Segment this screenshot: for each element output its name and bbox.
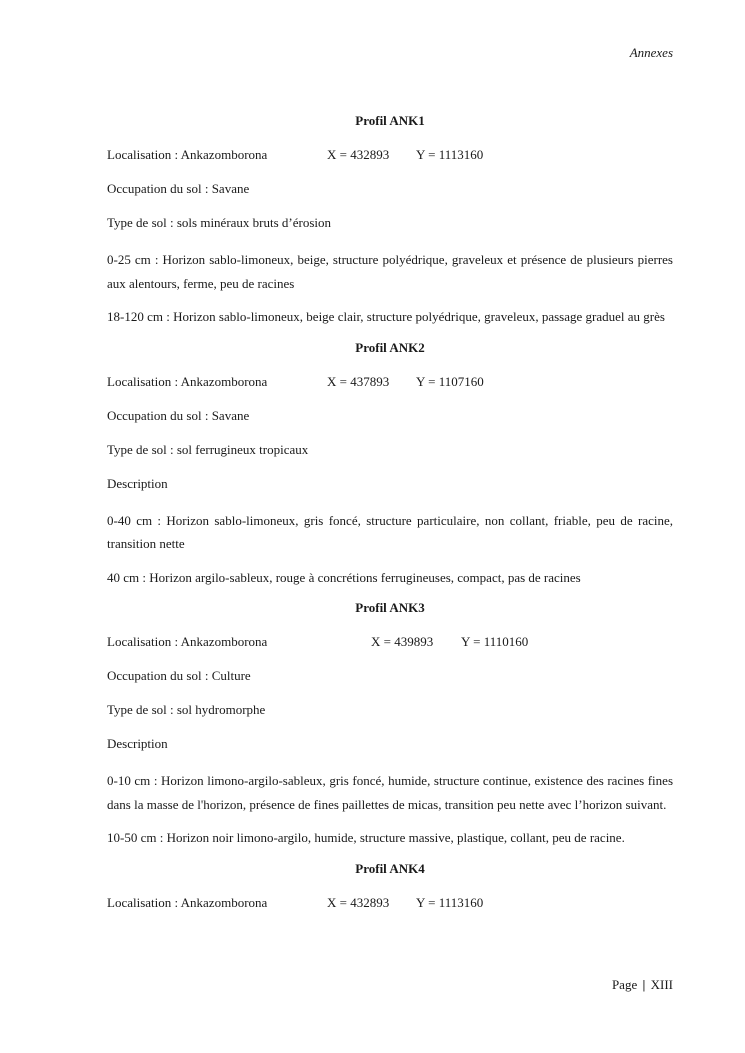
- document-body: [107, 112, 673, 928]
- x-coordinate: X = 432893: [327, 147, 390, 162]
- horizon-description: 10-50 cm : Horizon noir limono-argilo, humide, structure massive, plastique, collant, peu de racine.: [107, 830, 625, 845]
- profile-location: [107, 146, 673, 163]
- profile-location: [107, 373, 673, 390]
- horizon-description: 0-25 cm : Horizon sablo-limoneux, beige, structure polyédrique, graveleux et présence de plusieurs pierres aux alentours, ferme, peu de racines: [107, 252, 673, 291]
- profile-ank4: [107, 860, 673, 911]
- profile-ank3: [107, 599, 673, 850]
- profile-ank1: [107, 112, 673, 329]
- location-label: Localisation : Ankazomborona: [107, 894, 268, 910]
- page-number: XIII: [650, 977, 673, 992]
- page-footer: [612, 977, 673, 993]
- y-coordinate: Y = 1107160: [416, 373, 484, 389]
- land-use: Occupation du sol : Savane: [107, 407, 250, 423]
- horizon-description: 40 cm : Horizon argilo-sableux, rouge à concrétions ferrugineuses, compact, pas de racines: [107, 569, 581, 585]
- description-heading: Description: [107, 475, 168, 491]
- profile-title: Profil ANK3: [355, 600, 425, 615]
- land-use: Occupation du sol : Culture: [107, 668, 251, 683]
- horizon-description: 18-120 cm : Horizon sablo-limoneux, beige clair, structure polyédrique, graveleux, passage graduel au grès: [107, 309, 665, 324]
- profile-ank2: [107, 339, 673, 590]
- page-label: Page: [611, 977, 638, 992]
- location-label: Localisation : Ankazomborona: [107, 634, 268, 649]
- page-separator: |: [642, 977, 646, 992]
- x-coordinate: X = 439893: [371, 634, 434, 649]
- x-coordinate: X = 432893: [327, 894, 390, 910]
- profile-location: [107, 894, 673, 911]
- profile-title: Profil ANK2: [355, 339, 425, 355]
- profile-title: Profil ANK1: [355, 113, 425, 128]
- y-coordinate: Y = 1113160: [416, 894, 484, 910]
- land-use: Occupation du sol : Savane: [107, 181, 250, 196]
- profile-title: Profil ANK4: [355, 860, 425, 876]
- horizon-description: 0-40 cm : Horizon sablo-limoneux, gris foncé, structure particulaire, non collant, friable, peu de racine, transition nette: [107, 512, 673, 551]
- profile-location: [107, 633, 673, 650]
- running-header: Annexes: [629, 45, 673, 60]
- location-label: Localisation : Ankazomborona: [107, 373, 268, 389]
- y-coordinate: Y = 1110160: [461, 634, 529, 649]
- soil-type: Type de sol : sol hydromorphe: [107, 702, 266, 717]
- soil-type: Type de sol : sols minéraux bruts d’érosion: [107, 215, 332, 230]
- description-heading: Description: [107, 736, 168, 751]
- location-label: Localisation : Ankazomborona: [107, 147, 268, 162]
- y-coordinate: Y = 1113160: [416, 147, 484, 162]
- horizon-description: 0-10 cm : Horizon limono-argilo-sableux, gris foncé, humide, structure continue, existence des racines fines dans la masse de l'horizon, présence de fines paillettes de micas, transition peu nette avec l’horizon suivant.: [107, 773, 673, 812]
- soil-type: Type de sol : sol ferrugineux tropicaux: [107, 441, 309, 457]
- x-coordinate: X = 437893: [327, 373, 390, 389]
